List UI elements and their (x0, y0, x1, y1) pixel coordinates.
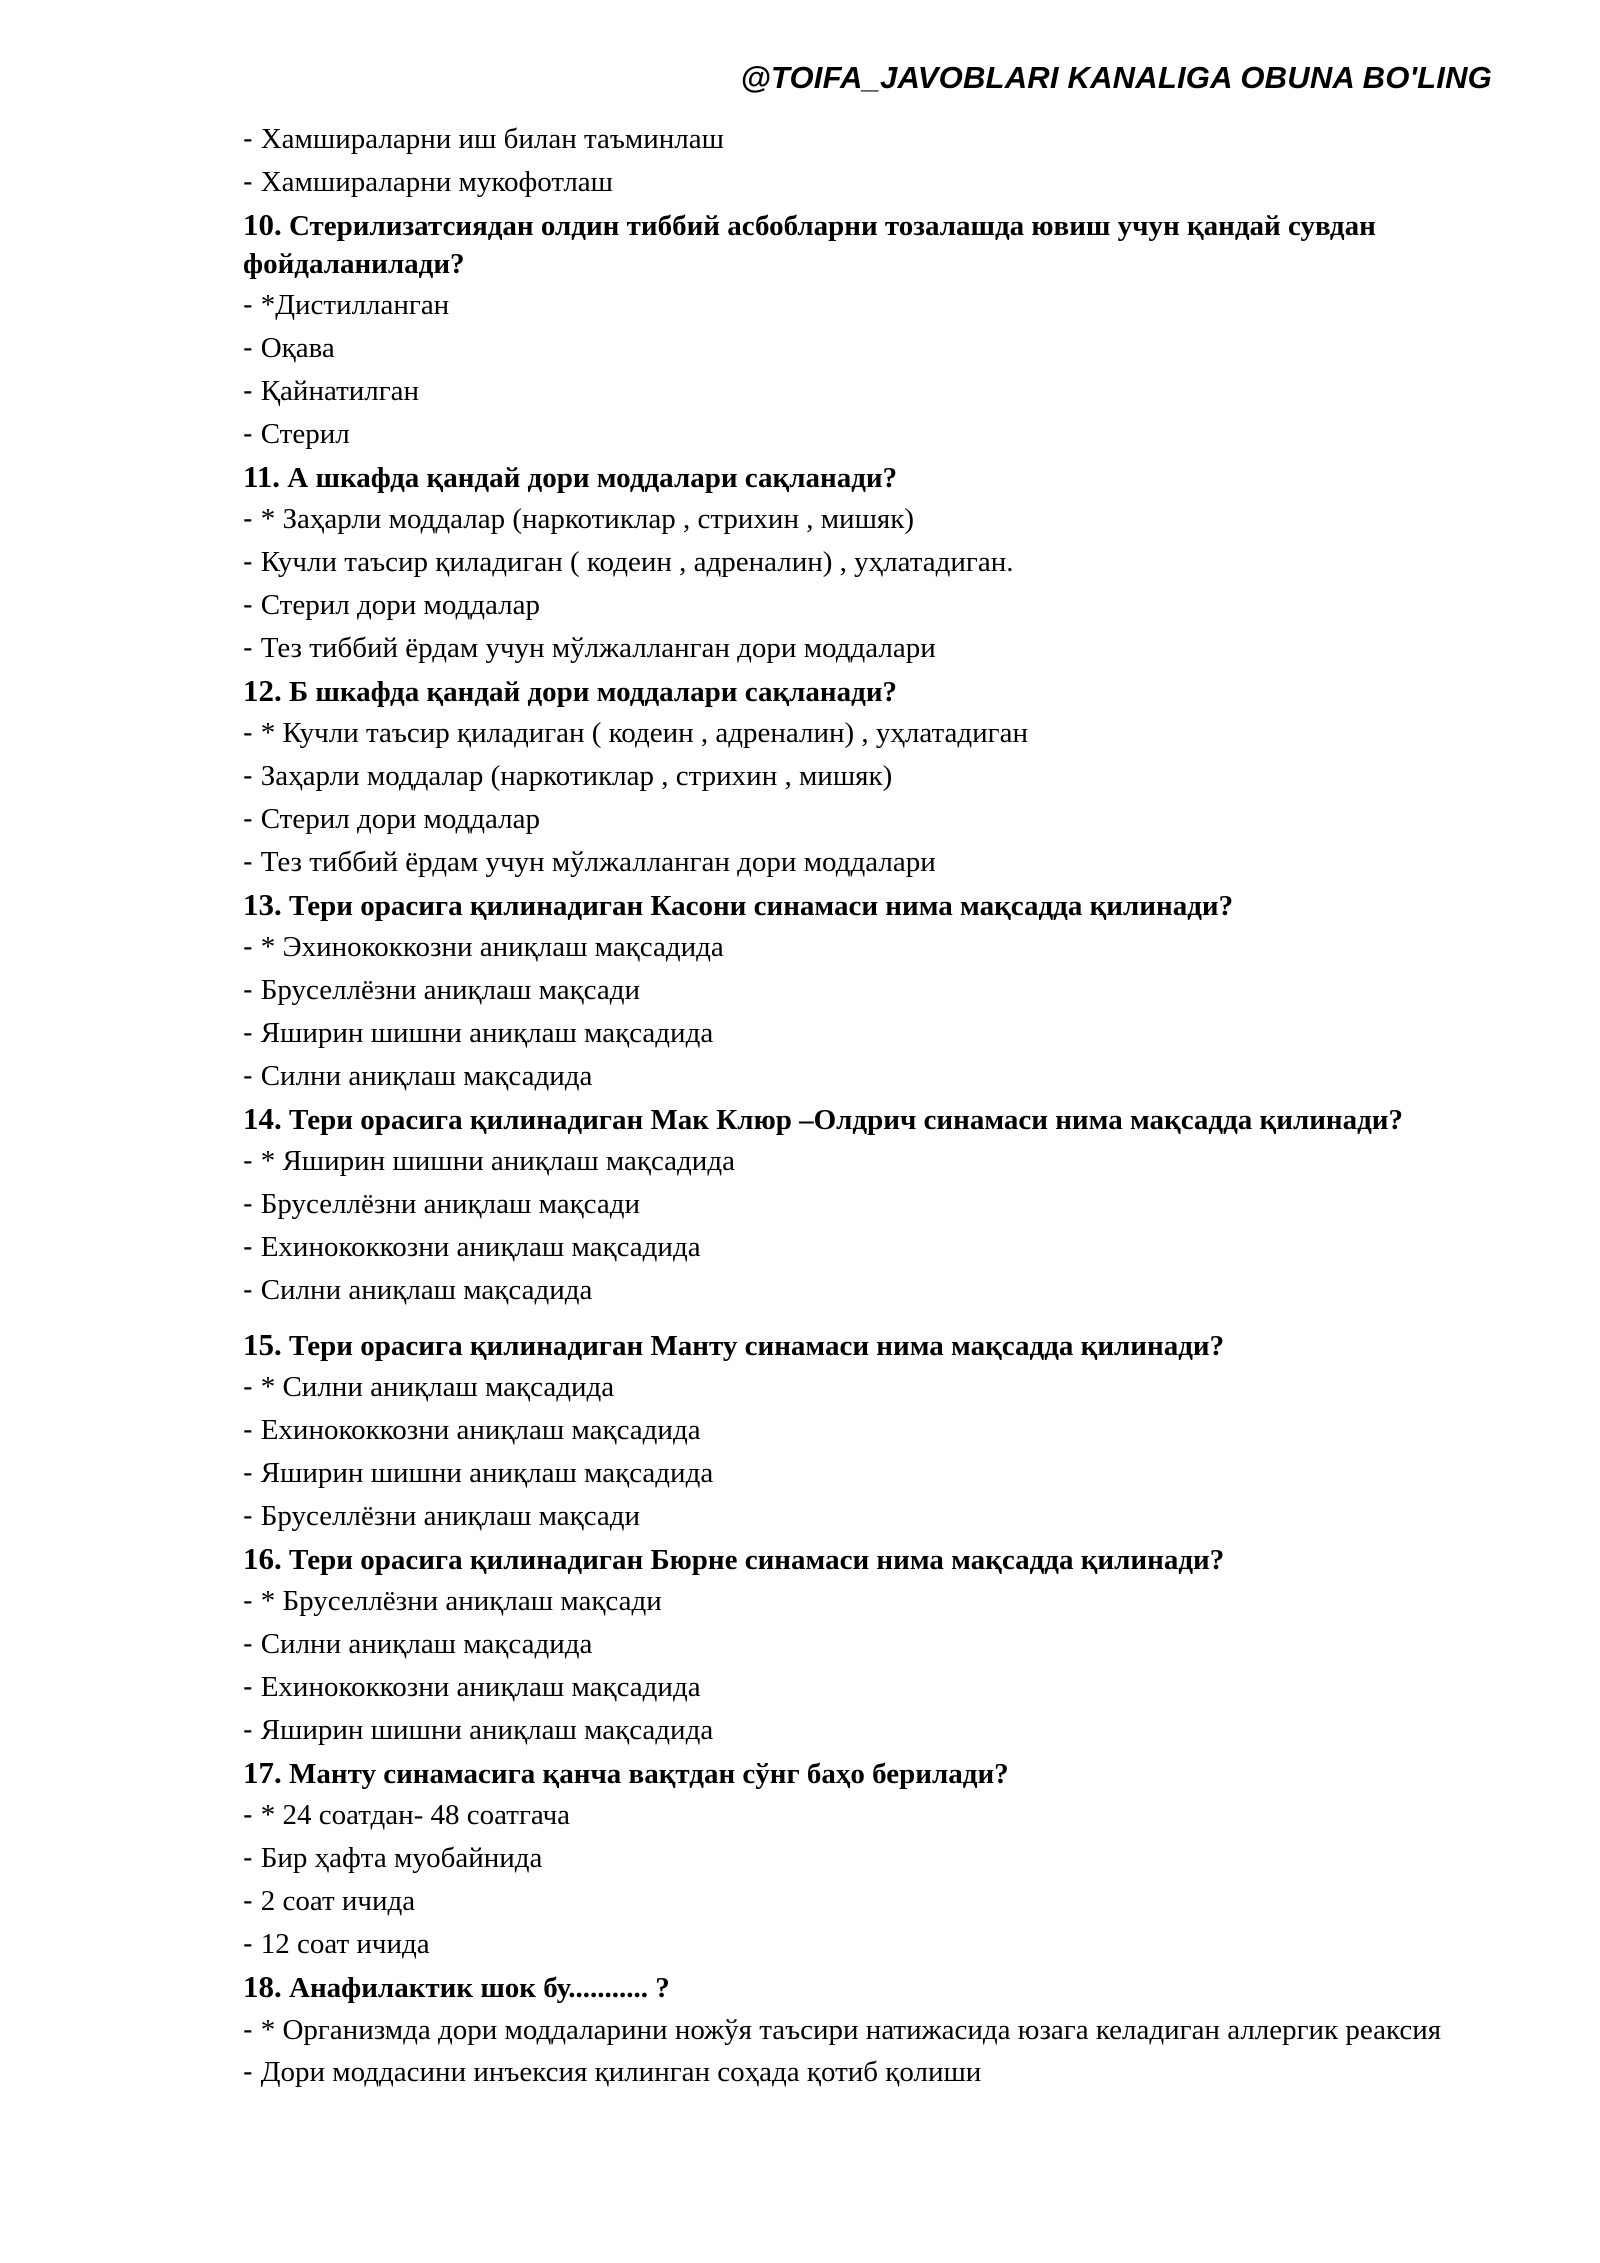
answer-option: - * 24 соатдан- 48 соатгача (243, 1799, 571, 1831)
answer-option: - Тез тиббий ёрдам учун мўлжалланган дори моддалари (243, 846, 936, 878)
question-14 (243, 1100, 1473, 1139)
question-18 (243, 1968, 1473, 2007)
answer-option-text: Хамшираларни иш билан таъминлаш (260, 123, 724, 155)
question-text: Тери орасига қилинадиган Мак Клюр –Олдрич синамаси нима мақсадда қилинади? (289, 1104, 1404, 1136)
answer-option-text: * Организмда дори моддаларини ножўя таъсири натижасида юзага келадиган аллергик реаксия (260, 2014, 1442, 2046)
answer-option: - Бир ҳафта муобайнида (243, 1842, 543, 1874)
answer-option: - Яширин шишни аниқлаш мақсадида (243, 1714, 714, 1746)
question-12 (243, 672, 1473, 711)
answer-option-text: Бруселлёзни аниқлаш мақсади (260, 974, 641, 1006)
question-text: Тери орасига қилинадиган Касони синамаси нима мақсадда қилинади? (289, 890, 1234, 922)
question-13 (243, 886, 1473, 925)
answer-option: - * Организмда дори моддаларини ножўя таъсири натижасида юзага келадиган аллергик реаксия (243, 2014, 1442, 2046)
question-16 (243, 1540, 1473, 1579)
answer-option-text: 12 соат ичида (260, 1928, 430, 1960)
answer-option: - Қайнатилган (243, 375, 420, 407)
answer-option: - * Яширин шишни аниқлаш мақсадида (243, 1145, 735, 1177)
answer-option: - Ехинококкозни аниқлаш мақсадида (243, 1414, 701, 1446)
answer-option: - Кучли таъсир қиладиган ( кодеин , адреналин) , уҳлатадиган. (243, 546, 1014, 578)
answer-option-text: * Бруселлёзни аниқлаш мақсади (260, 1585, 662, 1617)
answer-option: - Дори моддасини инъексия қилинган соҳада қотиб қолиши (243, 2056, 982, 2088)
answer-option: - 2 соат ичида (243, 1885, 416, 1917)
answer-option-text: * Эхинококкозни аниқлаш мақсадида (260, 931, 724, 963)
answer-option: - Яширин шишни аниқлаш мақсадида (243, 1457, 714, 1489)
question-text: Тери орасига қилинадиган Манту синамаси нима мақсадда қилинади? (289, 1330, 1225, 1362)
answer-option-text: Бруселлёзни аниқлаш мақсади (260, 1188, 641, 1220)
answer-option: - *Дистилланган (243, 289, 450, 321)
answer-option-text: Дори моддасини инъексия қилинган соҳада қотиб қолиши (260, 2056, 982, 2088)
answer-option: - Бруселлёзни аниқлаш мақсади (243, 1500, 641, 1532)
question-10 (243, 206, 1473, 283)
answer-option: - * Эхинококкозни аниқлаш мақсадида (243, 931, 724, 963)
answer-option-text: Хамшираларни мукофотлаш (260, 166, 613, 198)
answer-option-text: Стерил дори моддалар (260, 803, 540, 835)
question-11 (243, 458, 1473, 497)
answer-option: - Стерил дори моддалар (243, 589, 540, 621)
answer-option-text: Кучли таъсир қиладиган ( кодеин , адреналин) , уҳлатадиган. (260, 546, 1014, 578)
question-number: 12. (243, 673, 282, 708)
question-text: А шкафда қандай дори моддалари сақланади? (287, 462, 898, 494)
question-text: Анафилактик шок бу........... ? (289, 1972, 670, 2004)
channel-header: @TOIFA_JAVOBLARI KANALIGA OBUNA BO'LING (740, 60, 1492, 95)
quiz-content (243, 118, 1473, 2094)
answer-option: - Яширин шишни аниқлаш мақсадида (243, 1017, 714, 1049)
question-text: Манту синамасига қанча вақтдан сўнг баҳо берилади? (289, 1758, 1009, 1790)
answer-option-text: Қайнатилган (260, 375, 420, 407)
answer-option-text: Бир ҳафта муобайнида (260, 1842, 543, 1874)
answer-option-text: Яширин шишни аниқлаш мақсадида (260, 1714, 714, 1746)
question-15 (243, 1326, 1473, 1365)
answer-option-text: Тез тиббий ёрдам учун мўлжалланган дори моддалари (260, 846, 936, 878)
answer-option: - Бруселлёзни аниқлаш мақсади (243, 974, 641, 1006)
answer-option: - Хамшираларни мукофотлаш (243, 166, 613, 198)
answer-option-text: Бруселлёзни аниқлаш мақсади (260, 1500, 641, 1532)
question-number: 16. (243, 1541, 282, 1576)
question-number: 13. (243, 887, 282, 922)
answer-option: - Стерил дори моддалар (243, 803, 540, 835)
answer-option-text: Яширин шишни аниқлаш мақсадида (260, 1017, 714, 1049)
answer-option-text: * 24 соатдан- 48 соатгача (260, 1799, 571, 1831)
answer-option-text: 2 соат ичида (260, 1885, 416, 1917)
answer-option-text: Оқава (260, 332, 335, 364)
answer-option-text: Ехинококкозни аниқлаш мақсадида (260, 1671, 701, 1703)
answer-option-text: Силни аниқлаш мақсадида (260, 1060, 593, 1092)
answer-option: - Оқава (243, 332, 335, 364)
question-number: 15. (243, 1327, 282, 1362)
answer-option: - Заҳарли моддалар (наркотиклар , стрихин , мишяк) (243, 760, 893, 792)
answer-option-text: Силни аниқлаш мақсадида (260, 1628, 593, 1660)
question-text: Тери орасига қилинадиган Бюрне синамаси нима мақсадда қилинади? (289, 1544, 1225, 1576)
answer-option: - 12 соат ичида (243, 1928, 430, 1960)
answer-option-text: Тез тиббий ёрдам учун мўлжалланган дори моддалари (260, 632, 936, 664)
answer-option: - Бруселлёзни аниқлаш мақсади (243, 1188, 641, 1220)
answer-option: - Тез тиббий ёрдам учун мўлжалланган дори моддалари (243, 632, 936, 664)
answer-option-text: Стерил дори моддалар (260, 589, 540, 621)
question-text: Б шкафда қандай дори моддалари сақланади? (289, 676, 898, 708)
answer-option-text: Силни аниқлаш мақсадида (260, 1274, 593, 1306)
answer-option: - Стерил (243, 418, 350, 450)
question-number: 18. (243, 1969, 282, 2004)
answer-option-text: * Яширин шишни аниқлаш мақсадида (260, 1145, 735, 1177)
answer-option: - Хамшираларни иш билан таъминлаш (243, 123, 724, 155)
answer-option-text: Яширин шишни аниқлаш мақсадида (260, 1457, 714, 1489)
question-17 (243, 1754, 1473, 1793)
answer-option: - * Бруселлёзни аниқлаш мақсади (243, 1585, 662, 1617)
question-number: 10. (243, 207, 282, 242)
answer-option-text: Ехинококкозни аниқлаш мақсадида (260, 1414, 701, 1446)
answer-option: - Силни аниқлаш мақсадида (243, 1060, 593, 1092)
answer-option: - Силни аниқлаш мақсадида (243, 1628, 593, 1660)
question-number: 14. (243, 1101, 282, 1136)
answer-option: - Ехинококкозни аниқлаш мақсадида (243, 1231, 701, 1263)
answer-option: - * Кучли таъсир қиладиган ( кодеин , адреналин) , уҳлатадиган (243, 717, 1028, 749)
answer-option-text: * Силни аниқлаш мақсадида (260, 1371, 615, 1403)
question-number: 11. (243, 459, 281, 494)
answer-option-text: Стерил (260, 418, 350, 450)
answer-option: - * Силни аниқлаш мақсадида (243, 1371, 615, 1403)
answer-option: - * Заҳарли моддалар (наркотиклар , стрихин , мишяк) (243, 503, 914, 535)
question-text: Стерилизатсиядан олдин тиббий асбобларни тозалашда ювиш учун қандай сувдан фойдаланилади? (243, 210, 1376, 280)
answer-option: - Силни аниқлаш мақсадида (243, 1274, 593, 1306)
answer-option-text: * Заҳарли моддалар (наркотиклар , стрихин , мишяк) (260, 503, 914, 535)
answer-option-text: Заҳарли моддалар (наркотиклар , стрихин , мишяк) (260, 760, 893, 792)
answer-option: - Ехинококкозни аниқлаш мақсадида (243, 1671, 701, 1703)
answer-option-text: Ехинококкозни аниқлаш мақсадида (260, 1231, 701, 1263)
question-number: 17. (243, 1755, 282, 1790)
answer-option-text: *Дистилланган (260, 289, 450, 321)
answer-option-text: * Кучли таъсир қиладиган ( кодеин , адреналин) , уҳлатадиган (260, 717, 1028, 749)
